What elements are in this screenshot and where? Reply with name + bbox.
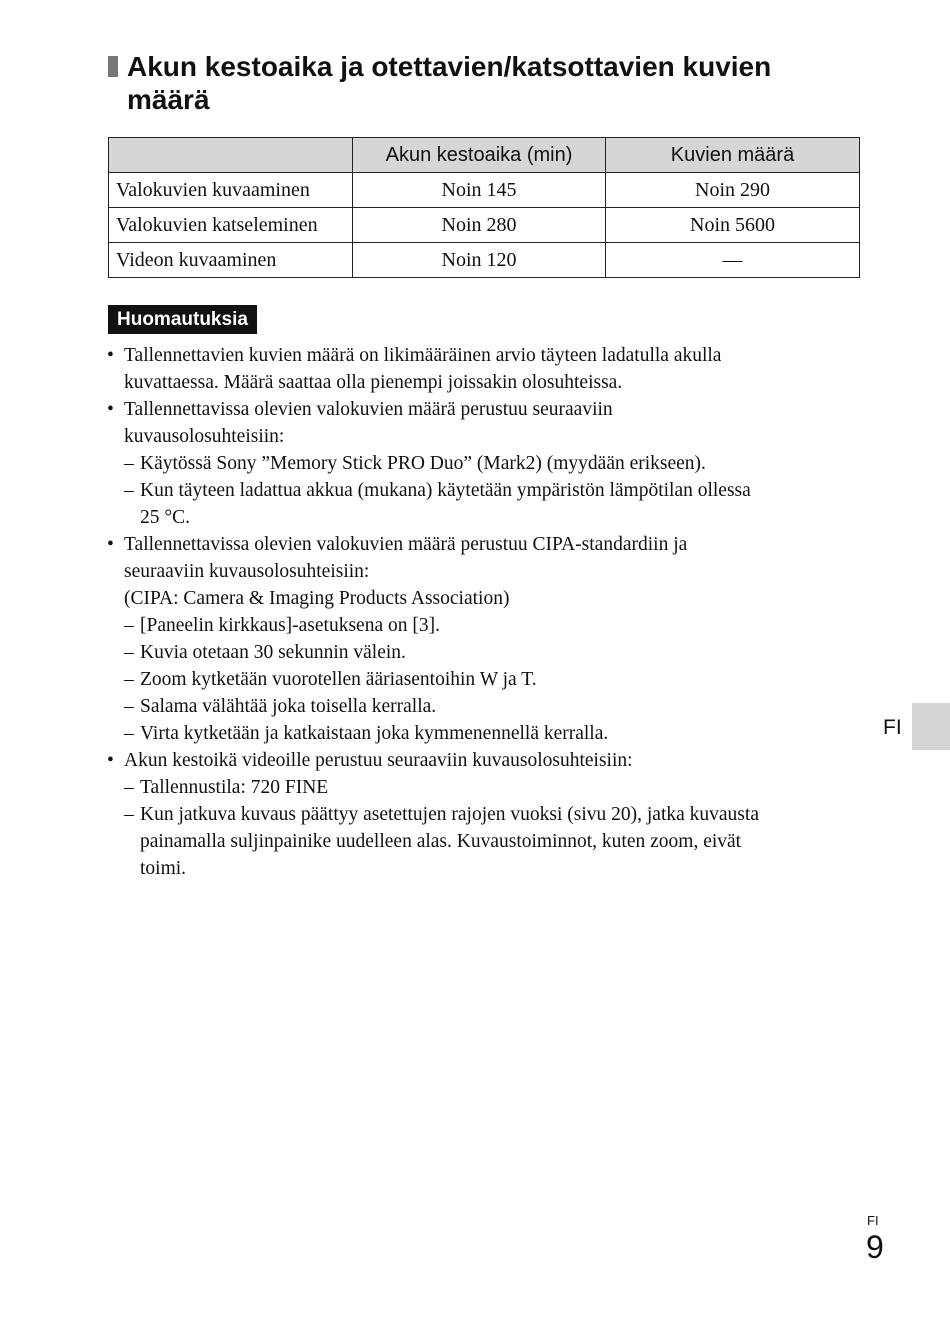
dash-item: – Virta kytketään ja katkaistaan joka kymmenennellä kerralla.: [105, 720, 865, 747]
bullet-item: • Tallennettavissa olevien valokuvien määrä perustuu seuraaviin: [105, 396, 865, 423]
notes-label: Huomautuksia: [108, 305, 257, 334]
table-cell: Noin 5600: [606, 208, 860, 243]
dash-continuation: toimi.: [140, 858, 187, 879]
bullet-continuation: (CIPA: Camera & Imaging Products Association): [124, 588, 510, 609]
dash-item: – Kun jatkuva kuvaus päättyy asetettujen rajojen vuoksi (sivu 20), jatka kuvausta: [105, 801, 865, 828]
bullet-continuation: kuvausolosuhteisiin:: [124, 426, 285, 447]
table-header-image-count: Kuvien määrä: [606, 138, 860, 173]
table-cell: Valokuvien kuvaaminen: [109, 173, 353, 208]
language-side-tab: [912, 703, 950, 750]
footer-language: FI: [867, 1213, 879, 1228]
dash-item: – Tallennustila: 720 FINE: [105, 774, 865, 801]
table-row: [109, 243, 860, 278]
bullet-item: • Akun kestoikä videoille perustuu seuraaviin kuvausolosuhteisiin:: [105, 747, 865, 774]
notes-list: [105, 342, 865, 882]
dash-continuation: painamalla suljinpainike uudelleen alas. Kuvaustoiminnot, kuten zoom, eivät: [140, 831, 742, 852]
table-row: [109, 173, 860, 208]
table-header-battery-life: Akun kestoaika (min): [353, 138, 606, 173]
bullet-continuation: kuvattaessa. Määrä saattaa olla pienempi joissakin olosuhteissa.: [124, 372, 623, 393]
table-cell: Noin 145: [353, 173, 606, 208]
dash-item: – Zoom kytketään vuorotellen ääriasentoihin W ja T.: [105, 666, 865, 693]
bullet-item: • Tallennettavien kuvien määrä on likimääräinen arvio täyteen ladatulla akulla: [105, 342, 865, 369]
table-cell: —: [606, 243, 860, 278]
table-header-row: [109, 138, 860, 173]
dash-item: – [Paneelin kirkkaus]-asetuksena on [3].: [105, 612, 865, 639]
table-cell: Valokuvien katseleminen: [109, 208, 353, 243]
page-number: 9: [866, 1229, 884, 1265]
dash-item: – Käytössä Sony ”Memory Stick PRO Duo” (Mark2) (myydään erikseen).: [105, 450, 865, 477]
dash-continuation: 25 °C.: [140, 507, 191, 528]
table-cell: Videon kuvaaminen: [109, 243, 353, 278]
table-cell: Noin 280: [353, 208, 606, 243]
table-cell: Noin 120: [353, 243, 606, 278]
bullet-item: • Tallennettavissa olevien valokuvien määrä perustuu CIPA-standardiin ja: [105, 531, 865, 558]
table-header-empty: [109, 138, 353, 173]
bullet-continuation: seuraaviin kuvausolosuhteisiin:: [124, 561, 370, 582]
table-row: [109, 208, 860, 243]
language-side-label: FI: [883, 716, 902, 739]
battery-table: [108, 137, 860, 278]
section-heading: [108, 50, 868, 116]
dash-item: – Kuvia otetaan 30 sekunnin välein.: [105, 639, 865, 666]
dash-item: – Kun täyteen ladattua akkua (mukana) käytetään ympäristön lämpötilan ollessa: [105, 477, 865, 504]
page-title-line-1: Akun kestoaika ja otettavien/katsottavien kuvien: [127, 51, 772, 82]
heading-marker: [108, 56, 118, 77]
page-title-line-2: määrä: [127, 84, 210, 115]
table-cell: Noin 290: [606, 173, 860, 208]
dash-item: – Salama välähtää joka toisella kerralla.: [105, 693, 865, 720]
page-title: [127, 50, 868, 116]
